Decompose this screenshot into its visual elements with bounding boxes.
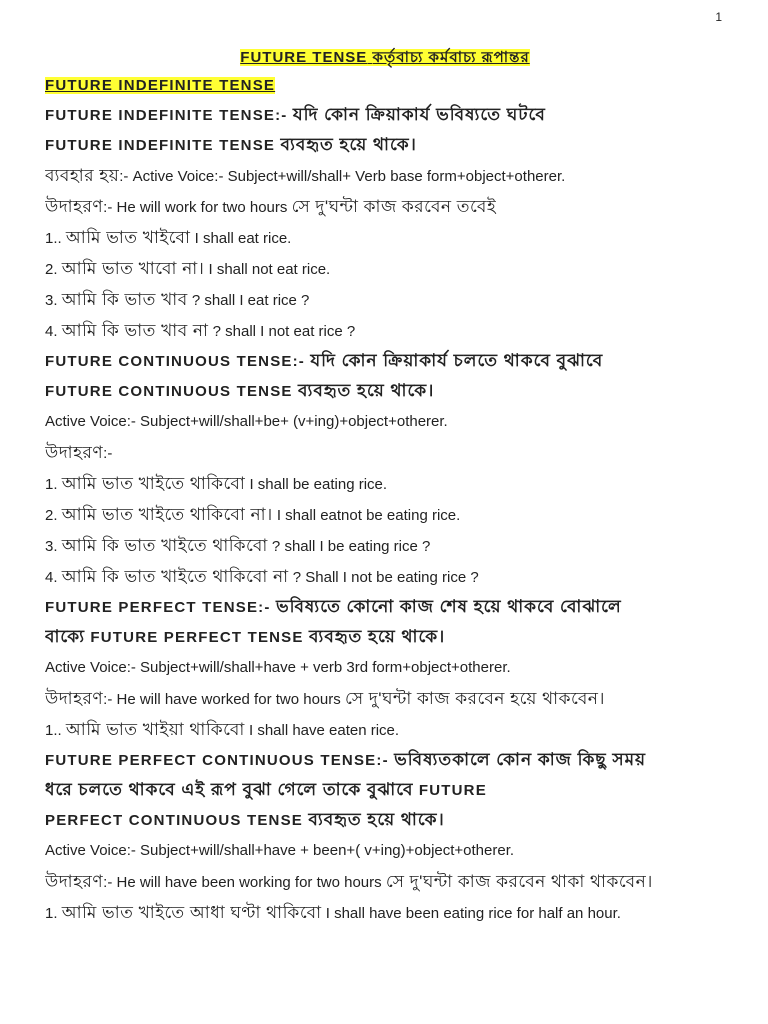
title-bengali: কর্তৃবাচ্য কর্মবাচ্য রূপান্তর bbox=[372, 49, 530, 66]
english-text: ? shall I eat rice ? bbox=[187, 292, 310, 309]
text-line bbox=[45, 835, 725, 866]
text-line bbox=[45, 253, 725, 284]
bengali-text: উদাহরণ bbox=[45, 197, 104, 216]
english-text: I shall have eaten rice. bbox=[244, 722, 400, 739]
english-text: FUTURE PERFECT TENSE bbox=[85, 629, 309, 646]
bengali-text: আমি কি ভাত খাব না bbox=[61, 321, 209, 340]
bengali-text: উদাহরণ bbox=[45, 443, 104, 462]
heading-line bbox=[45, 775, 725, 805]
bengali-text: ধরে চলতে থাকবে এই রূপ বুঝা গেলে তাকে বুঝাবে bbox=[45, 780, 414, 799]
english-text: ? Shall I not be eating rice ? bbox=[288, 569, 479, 586]
english-text: I shall have been eating rice for half an hour. bbox=[321, 905, 621, 922]
text-line bbox=[45, 499, 725, 530]
english-text: 2. bbox=[45, 261, 62, 278]
english-text: ? shall I not eat rice ? bbox=[208, 323, 356, 340]
bengali-text: সে দু'ঘন্টা কাজ করবেন হয়ে থাকবেন। bbox=[344, 689, 606, 708]
bengali-text: ব্যবহৃত হয়ে থাকে। bbox=[308, 627, 446, 646]
page-number: 1 bbox=[715, 10, 722, 24]
english-text: FUTURE bbox=[413, 782, 487, 799]
english-text: PERFECT CONTINUOUS TENSE bbox=[45, 812, 309, 829]
text-line bbox=[45, 222, 725, 253]
text-line bbox=[45, 897, 725, 928]
bengali-text: আমি কি ভাত খাব bbox=[61, 290, 188, 309]
bengali-text: সে দু'ঘন্টা কাজ করবেন তবেই bbox=[291, 197, 497, 216]
text-line bbox=[45, 561, 725, 592]
document-lines bbox=[45, 100, 725, 928]
text-line bbox=[45, 866, 725, 897]
bengali-text: সে দু'ঘন্টা কাজ করবেন থাকা থাকবেন। bbox=[385, 872, 653, 891]
english-text: 3. bbox=[45, 292, 62, 309]
heading-line bbox=[45, 100, 725, 130]
bengali-text: আমি ভাত খাইয়া থাকিবো bbox=[65, 720, 245, 739]
heading-line bbox=[45, 745, 725, 775]
text-line bbox=[45, 315, 725, 346]
english-text: I shall eat rice. bbox=[190, 230, 292, 247]
bengali-text: উদাহরণ bbox=[45, 872, 104, 891]
bengali-text: যদি কোন ক্রিয়াকার্য চলতে থাকবে বুঝাবে bbox=[310, 351, 604, 370]
bengali-text: আমি কি ভাত খাইতে থাকিবো bbox=[61, 536, 268, 555]
english-text: 2. bbox=[45, 507, 62, 524]
bengali-text: যদি কোন ক্রিয়াকার্য ভবিষ্যতে ঘটবে bbox=[292, 105, 546, 124]
heading-line bbox=[45, 376, 725, 406]
english-text: 4. bbox=[45, 569, 62, 586]
english-text: I shall be eating rice. bbox=[245, 476, 388, 493]
english-text: :- He will have worked for two hours bbox=[103, 691, 345, 708]
bengali-text: আমি ভাত খাইতে থাকিবো না। bbox=[61, 505, 273, 524]
text-line bbox=[45, 683, 725, 714]
english-text: FUTURE CONTINUOUS TENSE:- bbox=[45, 353, 311, 370]
english-text: Active Voice:- Subject+will/shall+be+ (v+ing)+object+otherer. bbox=[45, 413, 448, 430]
bengali-text: উদাহরণ bbox=[45, 689, 104, 708]
bengali-text: আমি ভাত খাইতে থাকিবো bbox=[61, 474, 246, 493]
text-line bbox=[45, 714, 725, 745]
bengali-text: আমি ভাত খাইতে আধা ঘণ্টা থাকিবো bbox=[61, 903, 322, 922]
document-body bbox=[45, 44, 725, 928]
english-text: :- bbox=[103, 445, 113, 462]
heading-line bbox=[45, 130, 725, 160]
bengali-text: ভবিষ্যতে কোনো কাজ শেষ হয়ে থাকবে বোঝালে bbox=[275, 597, 622, 616]
text-line bbox=[45, 468, 725, 499]
english-text: FUTURE INDEFINITE TENSE:- bbox=[45, 107, 293, 124]
english-text: Active Voice:- Subject+will/shall+have + been+( v+ing)+object+otherer. bbox=[45, 842, 515, 859]
english-text: FUTURE CONTINUOUS TENSE bbox=[45, 383, 298, 400]
text-line bbox=[45, 191, 725, 222]
heading-line bbox=[45, 346, 725, 376]
english-text: :- Active Voice:- Subject+will/shall+ Verb base form+object+otherer. bbox=[119, 168, 566, 185]
english-text: :- He will work for two hours bbox=[103, 199, 292, 216]
title-english: FUTURE TENSE bbox=[240, 49, 368, 66]
english-text: 1.. bbox=[45, 230, 66, 247]
english-text: :- He will have been working for two hours bbox=[103, 874, 386, 891]
english-text: 1. bbox=[45, 905, 62, 922]
heading-line bbox=[45, 805, 725, 835]
heading-line bbox=[45, 592, 725, 622]
text-line bbox=[45, 652, 725, 683]
bengali-text: ব্যবহৃত হয়ে থাকে। bbox=[297, 381, 435, 400]
bengali-text: আমি কি ভাত খাইতে থাকিবো না bbox=[61, 567, 289, 586]
english-text: FUTURE PERFECT CONTINUOUS TENSE:- bbox=[45, 752, 395, 769]
english-text: Active Voice:- Subject+will/shall+have + verb 3rd form+object+otherer. bbox=[45, 659, 511, 676]
english-text: I shall not eat rice. bbox=[204, 261, 331, 278]
text-line bbox=[45, 406, 725, 437]
section-subtitle bbox=[45, 72, 725, 100]
bengali-text: আমি ভাত খাবো না। bbox=[61, 259, 205, 278]
english-text: 4. bbox=[45, 323, 62, 340]
english-text: 3. bbox=[45, 538, 62, 555]
subtitle-text: FUTURE INDEFINITE TENSE bbox=[45, 77, 276, 94]
english-text: FUTURE INDEFINITE TENSE bbox=[45, 137, 281, 154]
document-title bbox=[45, 44, 725, 72]
english-text: I shall eatnot be eating rice. bbox=[272, 507, 461, 524]
english-text: ? shall I be eating rice ? bbox=[267, 538, 431, 555]
english-text: 1.. bbox=[45, 722, 66, 739]
bengali-text: আমি ভাত খাইবো bbox=[65, 228, 191, 247]
english-text: 1. bbox=[45, 476, 62, 493]
text-line bbox=[45, 530, 725, 561]
bengali-text: ব্যবহৃত হয়ে থাকে। bbox=[280, 135, 417, 154]
text-line bbox=[45, 284, 725, 315]
bengali-text: ব্যবহার হয় bbox=[45, 166, 120, 185]
bengali-text: ভবিষ্যতকালে কোন কাজ কিছু সময় bbox=[394, 750, 647, 769]
bengali-text: বাক্যে bbox=[45, 627, 86, 646]
english-text: FUTURE PERFECT TENSE:- bbox=[45, 599, 276, 616]
text-line bbox=[45, 160, 725, 191]
bengali-text: ব্যবহৃত হয়ে থাকে। bbox=[308, 810, 445, 829]
heading-line bbox=[45, 622, 725, 652]
text-line bbox=[45, 437, 725, 468]
